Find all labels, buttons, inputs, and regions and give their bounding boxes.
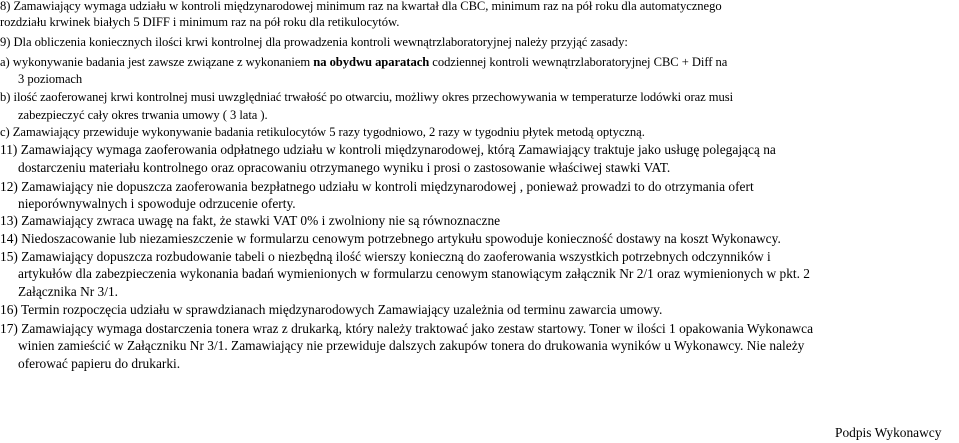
item-17-line-2: winien zamieścić w Załączniku Nr 3/1. Zamawiający nie przewiduje dalszych zakupów tonera do drukowania wyników u Wykonawcy. Nie należy <box>18 338 805 353</box>
item-17-line-3: oferować papieru do drukarki. <box>18 356 181 371</box>
item-12-line-2: nieporównywalnych i spowoduje odrzucenie oferty. <box>18 196 296 211</box>
item-9a-line-1 <box>0 56 727 69</box>
item-9b-line-2: zabezpieczyć cały okres trwania umowy ( 3 lata ). <box>18 108 268 122</box>
item-9a-bold-phrase: na obydwu aparatach <box>313 55 430 69</box>
signature-label: Podpis Wykonawcy <box>835 425 942 440</box>
item-15-line-3: Załącznika Nr 3/1. <box>18 284 119 299</box>
item-13-line-1: 13) Zamawiający zwraca uwagę na fakt, że stawki VAT 0% i zwolniony nie są równoznaczne <box>0 213 501 228</box>
item-16-line-1: 16) Termin rozpoczęcia udziału w sprawdzianach międzynarodowych Zamawiający uzależnia od terminu zawarcia umowy. <box>0 302 663 317</box>
item-8-line-1: 8) Zamawiający wymaga udziału w kontroli międzynarodowej minimum raz na kwartał dla CBC, minimum raz na pół roku dla automatycznego <box>0 0 722 13</box>
item-15-line-1: 15) Zamawiający dopuszcza rozbudowanie tabeli o niezbędną ilość wierszy konieczną do zaoferowania wszystkich potrzebnych odczynników i <box>0 249 771 264</box>
item-8-line-2: rozdziału krwinek białych 5 DIFF i minimum raz na pół roku dla retikulocytów. <box>0 15 400 29</box>
item-14-line-1: 14) Niedoszacowanie lub niezamieszczenie w formularzu cenowym potrzebnego artykułu spowoduje konieczność dostawy na koszt Wykonawcy. <box>0 231 781 246</box>
item-11-line-1: 11) Zamawiający wymaga zaoferowania odpłatnego udziału w kontroli międzynarodowej, którą Zamawiający traktuje jako usługę polegającą na <box>0 142 776 157</box>
item-9a-text-end: codziennej kontroli wewnątrzlaboratoryjnej CBC + Diff na <box>429 55 728 69</box>
item-12-line-1: 12) Zamawiający nie dopuszcza zaoferowania bezpłatnego udziału w kontroli międzynarodowej , ponieważ prowadzi to do otrzymania ofert <box>0 179 754 194</box>
item-17-line-1: 17) Zamawiający wymaga dostarczenia tonera wraz z drukarką, który należy traktować jako zestaw startowy. Toner w ilości 1 opakowania Wykonawca <box>0 321 814 336</box>
item-15-line-2: artykułów dla zabezpieczenia wykonania badań wymienionych w formularzu cenowym stanowiącym załącznik Nr 2/1 oraz wymienionych w pkt. 2 <box>18 266 811 281</box>
item-9a-line-2: 3 poziomach <box>18 72 83 86</box>
item-9-line-1: 9) Dla obliczenia koniecznych ilości krwi kontrolnej dla prowadzenia kontroli wewnątrzlaboratoryjnej należy przyjąć zasady: <box>0 35 628 49</box>
item-11-line-2: dostarczeniu materiału kontrolnego oraz opracowaniu otrzymanego wyniku i prosi o zastosowanie właściwej stawki VAT. <box>18 160 671 175</box>
item-9c-line-1: c) Zamawiający przewiduje wykonywanie badania retikulocytów 5 razy tygodniowo, 2 razy w tygodniu płytek metodą optyczną. <box>0 125 645 139</box>
item-9b-line-1: b) ilość zaoferowanej krwi kontrolnej musi uwzględniać trwałość po otwarciu, możliwy okres przechowywania w temperaturze lodówki oraz musi <box>0 90 734 104</box>
item-9a-text-start: a) wykonywanie badania jest zawsze związane z wykonaniem <box>0 55 314 69</box>
